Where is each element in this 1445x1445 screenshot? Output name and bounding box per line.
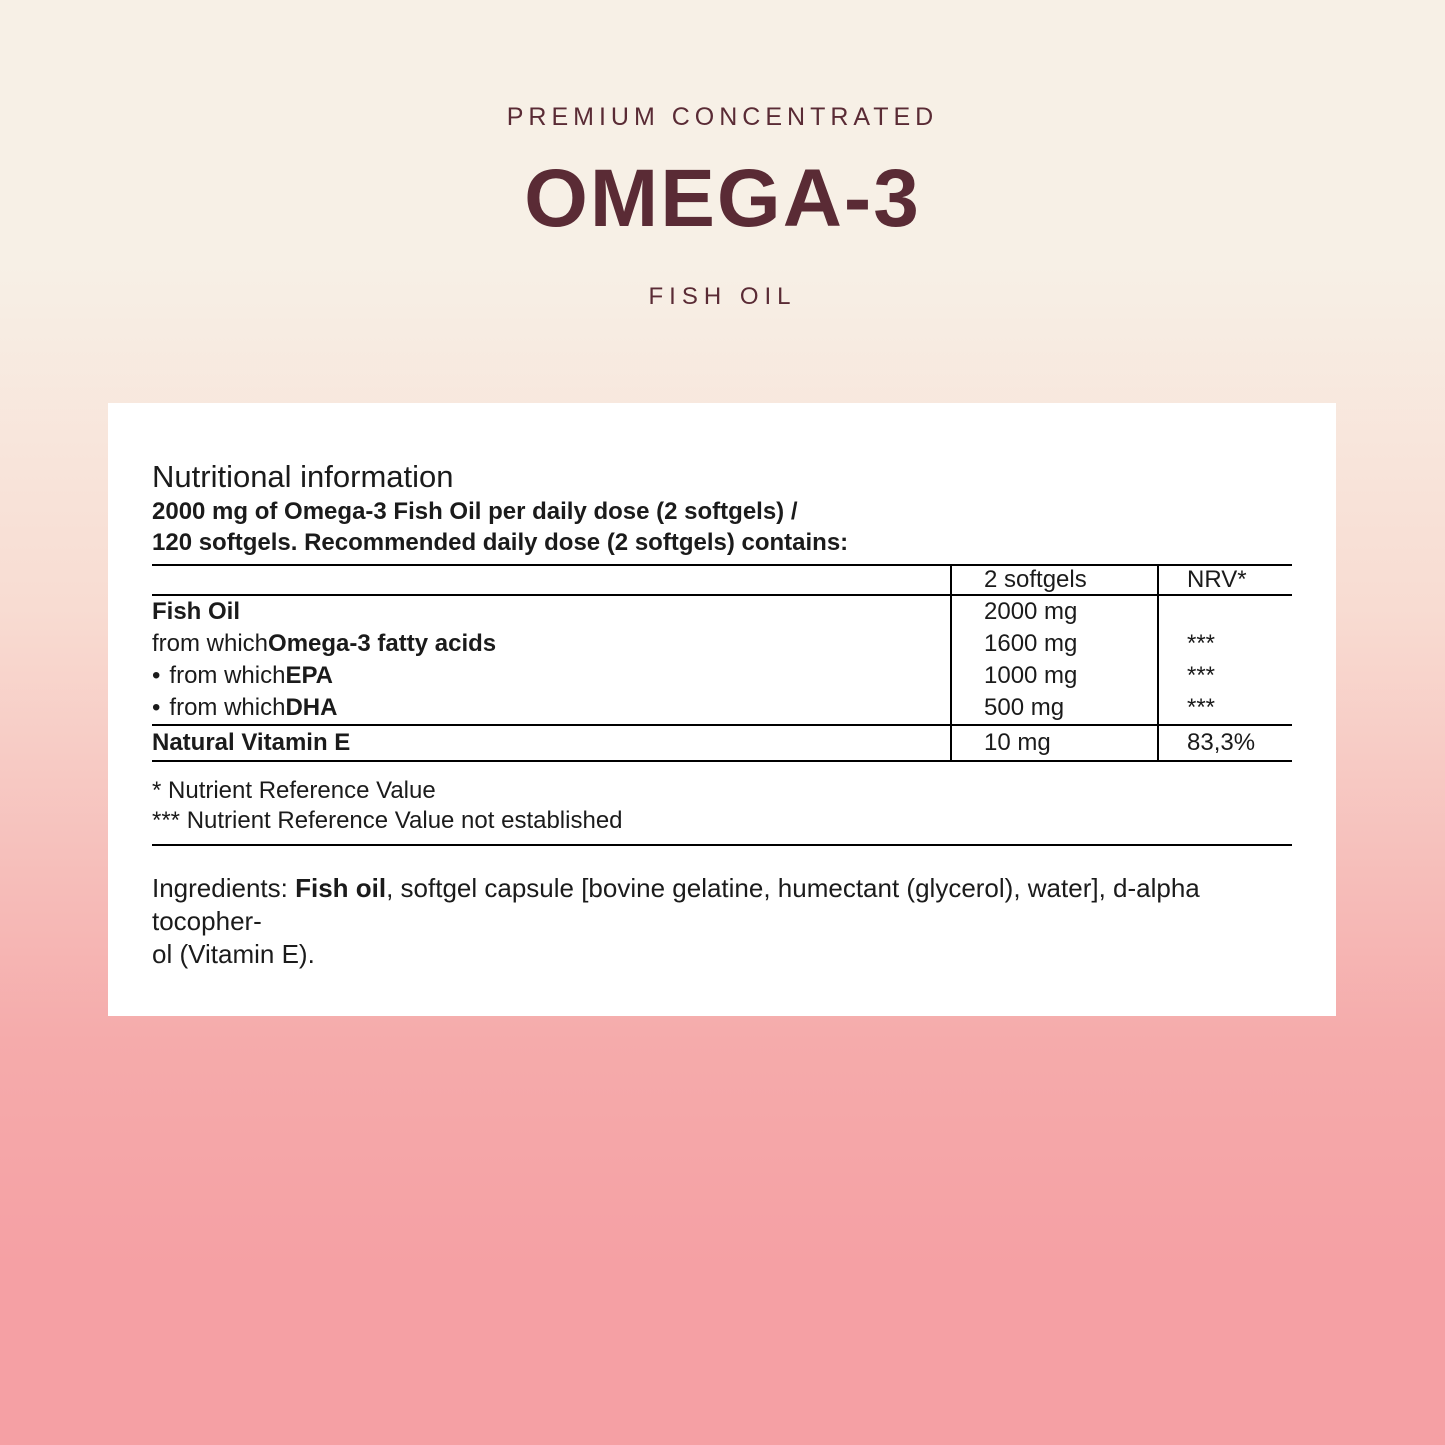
table-row-amount: 10 mg	[950, 724, 1157, 762]
ingredients-bold-item: Fish oil	[295, 873, 387, 903]
table-row-amount: 2000 mg	[950, 596, 1157, 628]
section-divider	[152, 844, 1292, 846]
row-label-bold: Natural Vitamin E	[152, 729, 351, 756]
ingredients-paragraph	[152, 872, 1292, 971]
nutrition-table	[152, 564, 1292, 762]
row-label-prefix: from which	[169, 694, 286, 721]
table-row-label	[152, 724, 950, 762]
table-header-nrv: NRV*	[1157, 564, 1292, 596]
footnote-not-established: *** Nutrient Reference Value not established	[152, 807, 623, 834]
row-label-bold: EPA	[285, 662, 334, 689]
table-row-amount: 1600 mg	[950, 628, 1157, 660]
product-eyebrow: PREMIUM CONCENTRATED	[506, 103, 939, 131]
table-row-label	[152, 596, 950, 628]
table-row-label	[152, 660, 950, 692]
row-label-prefix: from which	[152, 630, 269, 657]
nutrition-panel	[108, 403, 1336, 1016]
ingredients-rest-line1: , softgel capsule [bovine gelatine, humectant (glycerol), water], d-alpha tocopher-	[152, 873, 1200, 936]
table-row-amount: 500 mg	[950, 692, 1157, 724]
dose-statement-line2: 120 softgels. Recommended daily dose (2 softgels) contains:	[152, 529, 849, 556]
row-label-bold: Omega-3 fatty acids	[268, 630, 497, 657]
table-row-nrv: ***	[1157, 628, 1292, 660]
footnote-nrv: * Nutrient Reference Value	[152, 777, 436, 804]
table-row-nrv: 83,3%	[1157, 724, 1292, 762]
product-title: OMEGA-3	[524, 153, 921, 244]
row-label-bold: DHA	[285, 694, 338, 721]
table-row-nrv: ***	[1157, 660, 1292, 692]
footnotes	[152, 776, 1292, 836]
row-label-bold: Fish Oil	[152, 598, 241, 625]
dose-statement-line1: 2000 mg of Omega-3 Fish Oil per daily dose (2 softgels) /	[152, 498, 798, 525]
table-row-amount: 1000 mg	[950, 660, 1157, 692]
table-row-label	[152, 628, 950, 660]
product-subtitle: FISH OIL	[648, 283, 797, 310]
bullet-glyph: •	[152, 694, 161, 721]
table-row-label	[152, 692, 950, 724]
bullet-glyph: •	[152, 662, 161, 689]
row-label-prefix: from which	[169, 662, 286, 689]
table-row-nrv	[1157, 596, 1292, 628]
ingredients-label: Ingredients:	[152, 873, 296, 903]
nutrition-panel-title: Nutritional information	[152, 459, 454, 494]
ingredients-rest-line2: ol (Vitamin E).	[152, 939, 315, 969]
table-row-nrv: ***	[1157, 692, 1292, 724]
table-header-label	[152, 564, 950, 596]
table-header-amount: 2 softgels	[950, 564, 1157, 596]
